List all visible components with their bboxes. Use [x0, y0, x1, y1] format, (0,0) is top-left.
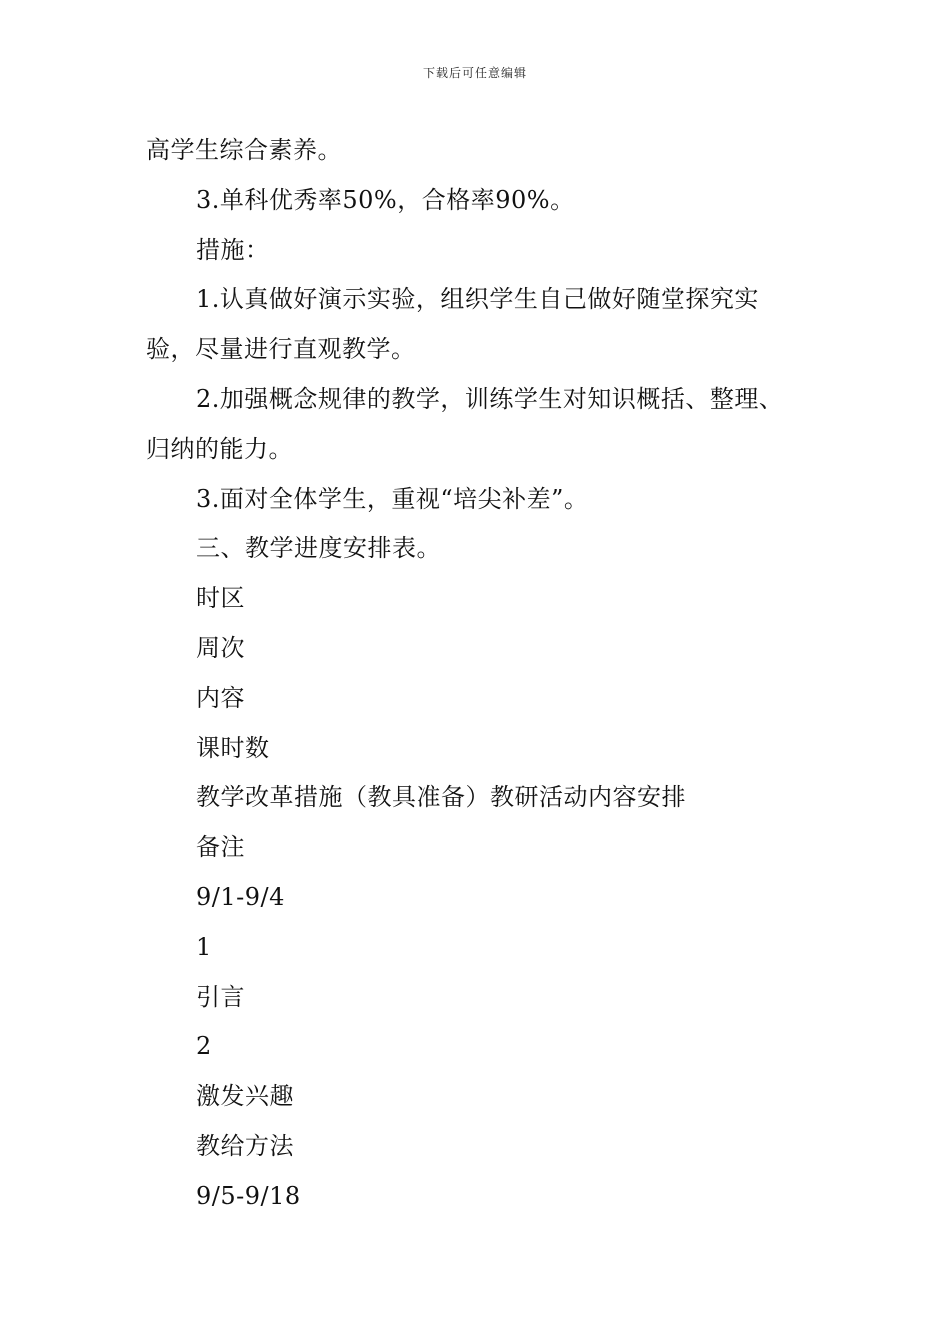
paragraph-line: 归纳的能力。 — [146, 434, 293, 463]
section-heading: 措施： — [196, 235, 270, 264]
table-cell-text: 教学改革措施（教具准备）教研活动内容安排 — [196, 783, 686, 812]
table-cell-text: 1 — [196, 932, 212, 961]
document-body — [146, 126, 816, 1222]
paragraph-line: 验，尽量进行直观教学。 — [146, 335, 416, 364]
table-cell-text: 2 — [196, 1032, 212, 1061]
table-cell-text: 周次 — [196, 633, 245, 662]
table-cell-text: 激发兴趣 — [196, 1082, 294, 1111]
table-cell-text: 内容 — [196, 683, 245, 712]
paragraph-line: 3.面对全体学生，重视“培尖补差”。 — [196, 484, 589, 513]
page-header: 下载后可任意编辑 — [422, 66, 527, 80]
paragraph-line: 高学生综合素养。 — [146, 136, 342, 164]
table-cell-text: 9/5-9/18 — [196, 1181, 301, 1210]
table-cell-text: 教给方法 — [196, 1131, 294, 1160]
section-heading: 三、教学进度安排表。 — [196, 534, 441, 563]
table-cell-text: 9/1-9/4 — [196, 882, 285, 911]
paragraph-line: 3.单科优秀率50%，合格率90%。 — [196, 185, 575, 214]
table-cell-text: 课时数 — [196, 733, 270, 762]
table-cell-text: 时区 — [196, 584, 245, 613]
table-cell-text: 备注 — [196, 833, 245, 862]
paragraph-line: 1.认真做好演示实验，组织学生自己做好随堂探究实 — [196, 285, 759, 314]
table-cell-text: 引言 — [196, 982, 245, 1011]
paragraph-line: 2.加强概念规律的教学，训练学生对知识概括、整理、 — [196, 384, 784, 413]
